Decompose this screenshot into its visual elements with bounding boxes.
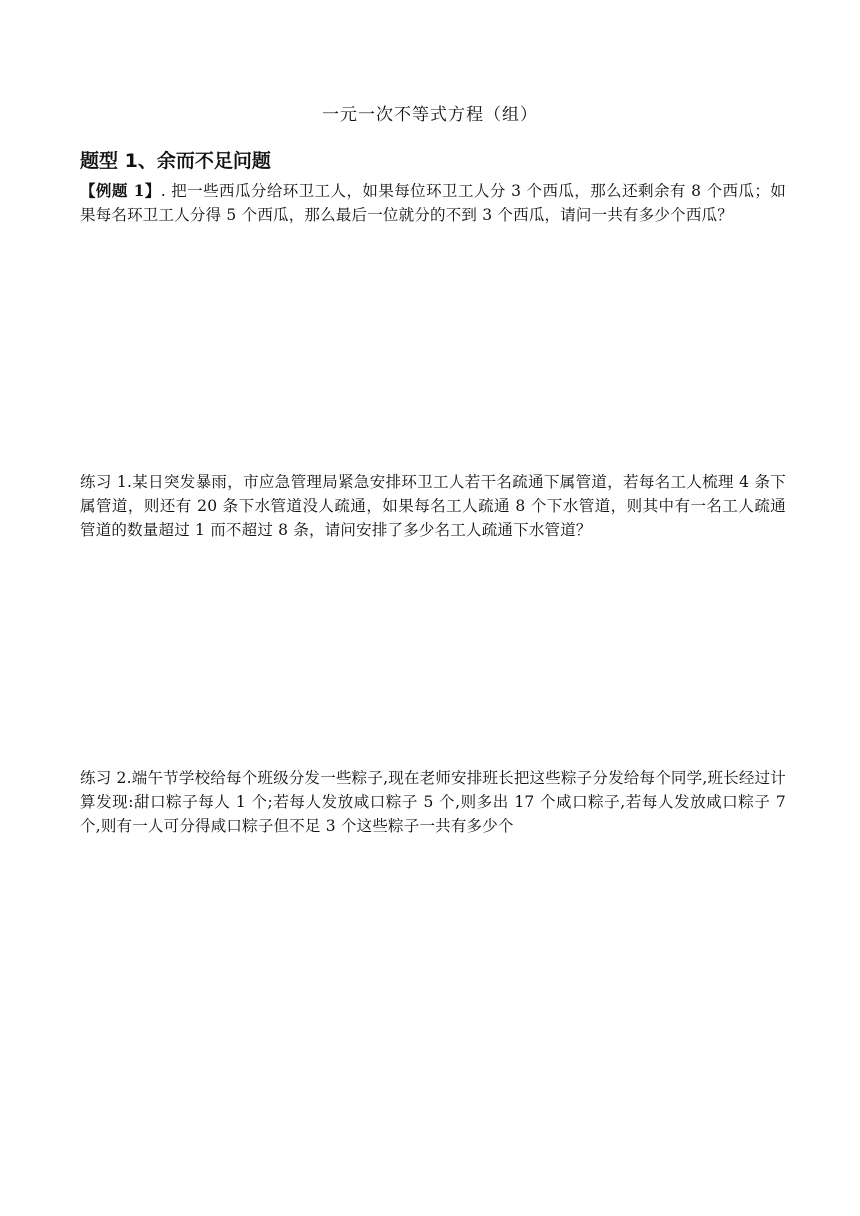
example-text: . 把一些西瓜分给环卫工人，如果每位环卫工人分 3 个西瓜，那么还剩余有 8 个西瓜；如果每名环卫工人分得 5 个西瓜，那么最后一位就分的不到 3 个西瓜，请问一共有多少个西瓜？	[80, 182, 786, 224]
example-label: 【例题 1】	[80, 181, 161, 200]
exercise-label: 练习 2.	[80, 769, 132, 787]
exercise-text: 某日突发暴雨，市应急管理局紧急安排环卫工人若干名疏通下属管道，若每名工人梳理 4 条下属管道，则还有 20 条下水管道没人疏通，如果每名工人疏通 8 个下水管道，则其中有一名工人疏通管道的数量超过 1 而不超过 8 条，请问安排了多少名工人疏通下水管道？	[80, 473, 786, 539]
exercise-problem-2	[80, 766, 786, 838]
exercise-text: 端午节学校给每个班级分发一些粽子,现在老师安排班长把这些粽子分发给每个同学,班长经过计算发现:甜口粽子每人 1 个;若每人发放咸口粽子 5 个,则多出 17 个咸口粽子,若每人发放咸口粽子 7 个,则有一人可分得咸口粽子但不足 3 个这些粽子一共有多少个	[80, 769, 786, 835]
answer-space	[80, 840, 786, 1190]
section-heading: 题型 1、余而不足问题	[80, 150, 271, 172]
exercise-label: 练习 1.	[80, 473, 133, 491]
answer-space	[80, 550, 786, 750]
exercise-problem-1	[80, 470, 786, 542]
document-title: 一元一次不等式方程（组）	[322, 105, 538, 125]
example-problem-1	[80, 179, 786, 227]
answer-space	[80, 240, 786, 460]
